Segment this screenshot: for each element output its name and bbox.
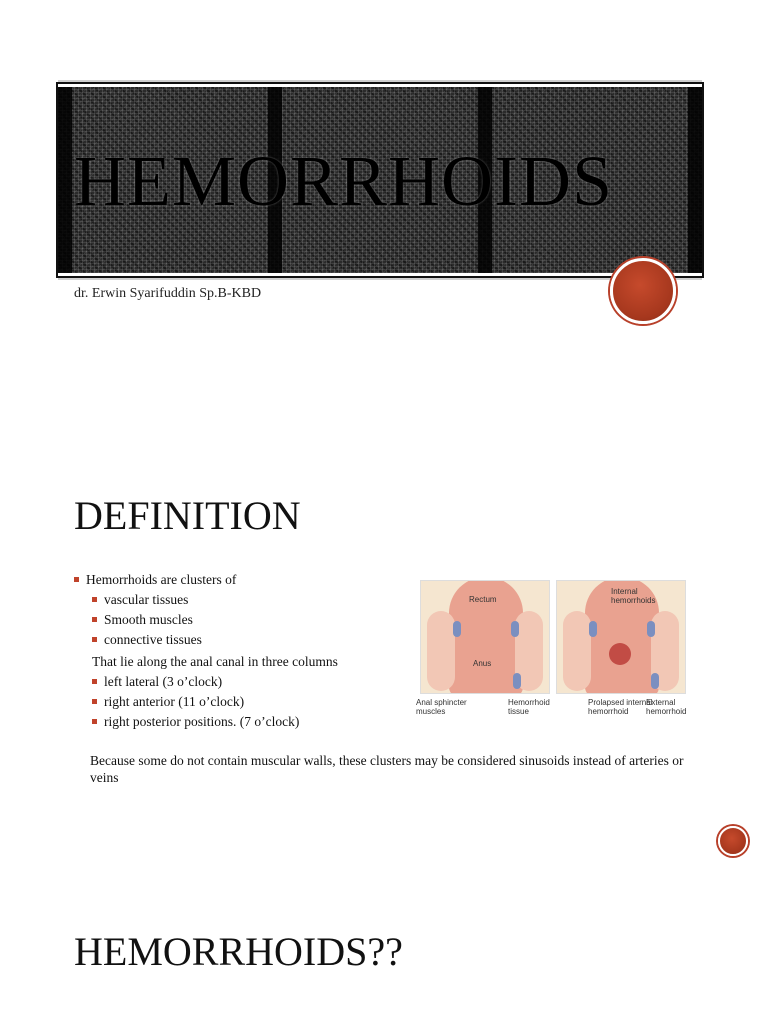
caption-external: External hemorrhoid [646, 698, 687, 716]
anatomy-panel-internal [420, 580, 550, 694]
banner-bottom-rule [58, 278, 702, 280]
sinusoid-note: Because some do not contain muscular walls, these clusters may be considered sinusoids instead of arteries or veins [90, 753, 684, 785]
decorative-circle-badge [610, 258, 676, 324]
label-rectum: Rectum [469, 595, 497, 604]
banner-top-rule [58, 80, 702, 82]
bullet-type: Smooth muscles [74, 610, 404, 630]
decorative-circle-badge-small [718, 826, 748, 856]
author-name: dr. Erwin Syarifuddin Sp.B-KBD [74, 286, 262, 301]
bullet-square-icon [74, 577, 79, 582]
slide-title: HEMORRHOIDS [74, 141, 614, 221]
bullet-position: left lateral (3 o’clock) [74, 672, 404, 692]
caption-prolapsed: Prolapsed internal hemorrhoid [588, 698, 653, 716]
bullet-square-icon [92, 679, 97, 684]
label-anus: Anus [473, 659, 492, 668]
bullet-type: connective tissues [74, 630, 404, 650]
bullet-square-icon [92, 699, 97, 704]
bullet-intro: Hemorrhoids are clusters of [74, 570, 404, 590]
definition-bullets [74, 570, 404, 732]
caption-anal-sphincter: Anal sphincter muscles [416, 698, 467, 716]
bullet-square-icon [92, 637, 97, 642]
anatomy-panel-prolapsed [556, 580, 686, 694]
caption-hemorrhoid-tissue: Hemorrhoid tissue [508, 698, 550, 716]
bullet-square-icon [92, 617, 97, 622]
hemorrhoids-question-heading: HEMORRHOIDS?? [74, 929, 403, 974]
bullet-position: right anterior (11 o’clock) [74, 692, 404, 712]
title-slide [0, 0, 768, 390]
bullet-square-icon [92, 597, 97, 602]
anatomy-illustration [416, 578, 692, 726]
bullet-type: vascular tissues [74, 590, 404, 610]
bullet-square-icon [92, 719, 97, 724]
bullet-position: right posterior positions. (7 o’clock) [74, 712, 404, 732]
location-text: That lie along the anal canal in three columns [92, 654, 338, 669]
definition-heading: DEFINITION [74, 493, 301, 538]
label-internal-hemorrhoids: Internal hemorrhoids [611, 587, 656, 605]
